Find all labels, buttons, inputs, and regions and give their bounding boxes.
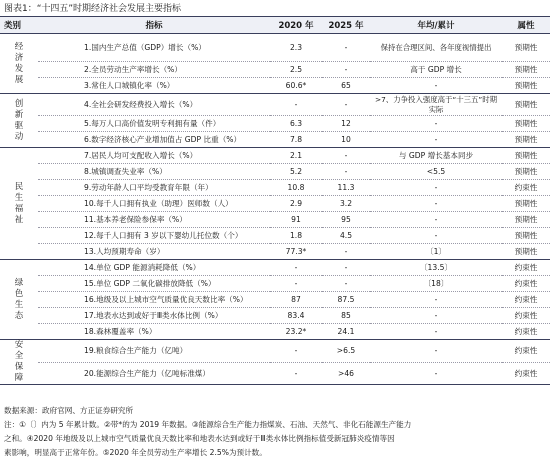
value-2020-cell: 23.2* — [270, 324, 322, 340]
indicator-cell: 11.基本养老保险参保率（%） — [38, 212, 270, 228]
indicator-cell: 17.地表水达到或好于Ⅲ类水体比例（%） — [38, 308, 270, 324]
average-cell: - — [370, 196, 502, 212]
value-2025-cell: 65 — [322, 78, 370, 94]
value-2020-cell: 2.1 — [270, 148, 322, 164]
value-2020-cell: 6.3 — [270, 116, 322, 132]
header-2020: 2020 年 — [270, 17, 322, 34]
table-row — [0, 324, 550, 340]
header-category: 类别 — [0, 17, 38, 34]
indicator-cell: 12.每千人口拥有 3 岁以下婴幼儿托位数（个） — [38, 228, 270, 244]
value-2025-cell: - — [322, 94, 370, 116]
header-indicator: 指标 — [38, 17, 270, 34]
header-average: 年均/累计 — [370, 17, 502, 34]
value-2020-cell: 87 — [270, 292, 322, 308]
attribute-cell: 预期性 — [502, 62, 550, 78]
indicator-cell: 9.劳动年龄人口平均受教育年限（年） — [38, 180, 270, 196]
value-2025-cell: 12 — [322, 116, 370, 132]
value-2025-cell: - — [322, 148, 370, 164]
indicator-cell: 18.森林覆盖率（%） — [38, 324, 270, 340]
category-label: 安全保障 — [14, 340, 24, 383]
indicator-cell: 8.城镇调查失业率（%） — [38, 164, 270, 180]
category-label: 经济发展 — [14, 41, 24, 85]
indicator-cell: 5.每万人口高价值发明专利拥有量（件） — [38, 116, 270, 132]
category-cell — [0, 94, 38, 148]
note-line: 素影响，明显高于正常年份。⑤2020 年全员劳动生产率增长 2.5%为预计数。 — [4, 448, 267, 457]
value-2020-cell: 91 — [270, 212, 322, 228]
indicator-cell: 3.常住人口城镇化率（%） — [38, 78, 270, 94]
table-row — [0, 362, 550, 385]
source-line: 数据来源：政府官网、方正证券研究所 — [4, 406, 134, 415]
value-2020-cell: - — [270, 94, 322, 116]
value-2020-cell: 10.8 — [270, 180, 322, 196]
average-cell: 〔18〕 — [370, 276, 502, 292]
figure-title: 图表1：“十四五”时期经济社会发展主要指标 — [4, 4, 182, 14]
category-label: 创新驱动 — [14, 98, 24, 142]
value-2025-cell: 87.5 — [322, 292, 370, 308]
indicator-cell: 14.单位 GDP 能源消耗降低（%） — [38, 260, 270, 276]
category-label: 民生福祉 — [14, 181, 24, 225]
indicator-cell: 2.全员劳动生产率增长（%） — [38, 62, 270, 78]
category-cell — [0, 148, 38, 260]
indicator-cell: 16.地级及以上城市空气质量优良天数比率（%） — [38, 292, 270, 308]
average-cell: 〔13.5〕 — [370, 260, 502, 276]
attribute-cell: 约束性 — [502, 324, 550, 340]
average-cell: - — [370, 362, 502, 385]
table-row — [0, 244, 550, 260]
attribute-cell: 约束性 — [502, 308, 550, 324]
indicator-cell: 13.人均预期寿命（岁） — [38, 244, 270, 260]
note-line: 注：①〔〕内为 5 年累计数。②带*的为 2019 年数据。③能源综合生产能力指煤炭、石油、天然气、非化石能源生产能力 — [4, 420, 412, 429]
indicator-cell: 19.粮食综合生产能力（亿吨） — [38, 340, 270, 363]
table-row — [0, 276, 550, 292]
table-row — [0, 212, 550, 228]
table-row — [0, 260, 550, 276]
value-2025-cell: 11.3 — [322, 180, 370, 196]
note-line: 之和。④2020 年地级及以上城市空气质量优良天数比率和地表水达到或好于Ⅲ类水体比例指标值受新冠肺炎疫情等因 — [4, 434, 395, 443]
table-row — [0, 94, 550, 116]
table-row — [0, 308, 550, 324]
attribute-cell: 预期性 — [502, 228, 550, 244]
average-cell: - — [370, 78, 502, 94]
average-cell: - — [370, 180, 502, 196]
table-row — [0, 340, 550, 363]
value-2020-cell: - — [270, 276, 322, 292]
value-2025-cell: - — [322, 244, 370, 260]
value-2025-cell: - — [322, 276, 370, 292]
average-cell: 保持在合理区间、各年度视情提出 — [370, 34, 502, 62]
value-2020-cell: 60.6* — [270, 78, 322, 94]
table-row — [0, 292, 550, 308]
average-cell: 〔1〕 — [370, 244, 502, 260]
category-cell — [0, 260, 38, 340]
attribute-cell: 预期性 — [502, 244, 550, 260]
value-2025-cell: 10 — [322, 132, 370, 148]
value-2025-cell: - — [322, 62, 370, 78]
value-2020-cell: 77.3* — [270, 244, 322, 260]
table-body — [0, 34, 550, 385]
attribute-cell: 预期性 — [502, 196, 550, 212]
value-2025-cell: 3.2 — [322, 196, 370, 212]
indicator-cell: 1.国内生产总值（GDP）增长（%） — [38, 34, 270, 62]
value-2020-cell: - — [270, 260, 322, 276]
indicator-cell: 10.每千人口拥有执业（助理）医师数（人） — [38, 196, 270, 212]
average-cell: >7、力争投入强度高于“十三五”时期实际 — [370, 94, 502, 116]
value-2020-cell: - — [270, 362, 322, 385]
attribute-cell: 预期性 — [502, 94, 550, 116]
attribute-cell: 约束性 — [502, 276, 550, 292]
value-2025-cell: >6.5 — [322, 340, 370, 363]
value-2025-cell: 85 — [322, 308, 370, 324]
header-attribute: 属性 — [502, 17, 550, 34]
table-row — [0, 164, 550, 180]
table-header-row — [0, 17, 550, 34]
indicator-cell: 7.居民人均可支配收入增长（%） — [38, 148, 270, 164]
value-2025-cell: 24.1 — [322, 324, 370, 340]
table-row — [0, 116, 550, 132]
table-row — [0, 228, 550, 244]
average-cell: 高于 GDP 增长 — [370, 62, 502, 78]
attribute-cell: 约束性 — [502, 180, 550, 196]
indicators-table — [0, 16, 550, 385]
attribute-cell: 预期性 — [502, 132, 550, 148]
value-2025-cell: - — [322, 164, 370, 180]
value-2020-cell: 2.9 — [270, 196, 322, 212]
attribute-cell: 预期性 — [502, 116, 550, 132]
average-cell: - — [370, 116, 502, 132]
average-cell: - — [370, 132, 502, 148]
value-2020-cell: 2.3 — [270, 34, 322, 62]
table-row — [0, 148, 550, 164]
value-2020-cell: 2.5 — [270, 62, 322, 78]
attribute-cell: 约束性 — [502, 292, 550, 308]
average-cell: - — [370, 292, 502, 308]
table-row — [0, 62, 550, 78]
attribute-cell: 预期性 — [502, 164, 550, 180]
category-label: 绿色生态 — [14, 277, 24, 321]
table-row — [0, 180, 550, 196]
value-2020-cell: 5.2 — [270, 164, 322, 180]
indicator-cell: 4.全社会研发经费投入增长（%） — [38, 94, 270, 116]
average-cell: - — [370, 212, 502, 228]
attribute-cell: 约束性 — [502, 340, 550, 363]
value-2025-cell: - — [322, 34, 370, 62]
attribute-cell: 预期性 — [502, 34, 550, 62]
average-cell: - — [370, 340, 502, 363]
value-2025-cell: 4.5 — [322, 228, 370, 244]
attribute-cell: 预期性 — [502, 78, 550, 94]
notes-block — [4, 404, 548, 460]
value-2020-cell: - — [270, 340, 322, 363]
value-2025-cell: - — [322, 260, 370, 276]
attribute-cell: 约束性 — [502, 260, 550, 276]
table-row — [0, 34, 550, 62]
average-cell: - — [370, 228, 502, 244]
average-cell: - — [370, 324, 502, 340]
average-cell: 与 GDP 增长基本同步 — [370, 148, 502, 164]
value-2020-cell: 7.8 — [270, 132, 322, 148]
category-cell — [0, 340, 38, 385]
table-row — [0, 78, 550, 94]
header-2025: 2025 年 — [322, 17, 370, 34]
value-2020-cell: 1.8 — [270, 228, 322, 244]
table-row — [0, 132, 550, 148]
table-row — [0, 196, 550, 212]
value-2020-cell: 83.4 — [270, 308, 322, 324]
indicator-cell: 20.能源综合生产能力（亿吨标准煤） — [38, 362, 270, 385]
average-cell: <5.5 — [370, 164, 502, 180]
indicator-cell: 6.数字经济核心产业增加值占 GDP 比重（%） — [38, 132, 270, 148]
value-2025-cell: >46 — [322, 362, 370, 385]
attribute-cell: 预期性 — [502, 148, 550, 164]
average-cell: - — [370, 308, 502, 324]
indicator-cell: 15.单位 GDP 二氧化碳排放降低（%） — [38, 276, 270, 292]
attribute-cell: 约束性 — [502, 362, 550, 385]
category-cell — [0, 34, 38, 94]
attribute-cell: 预期性 — [502, 212, 550, 228]
value-2025-cell: 95 — [322, 212, 370, 228]
